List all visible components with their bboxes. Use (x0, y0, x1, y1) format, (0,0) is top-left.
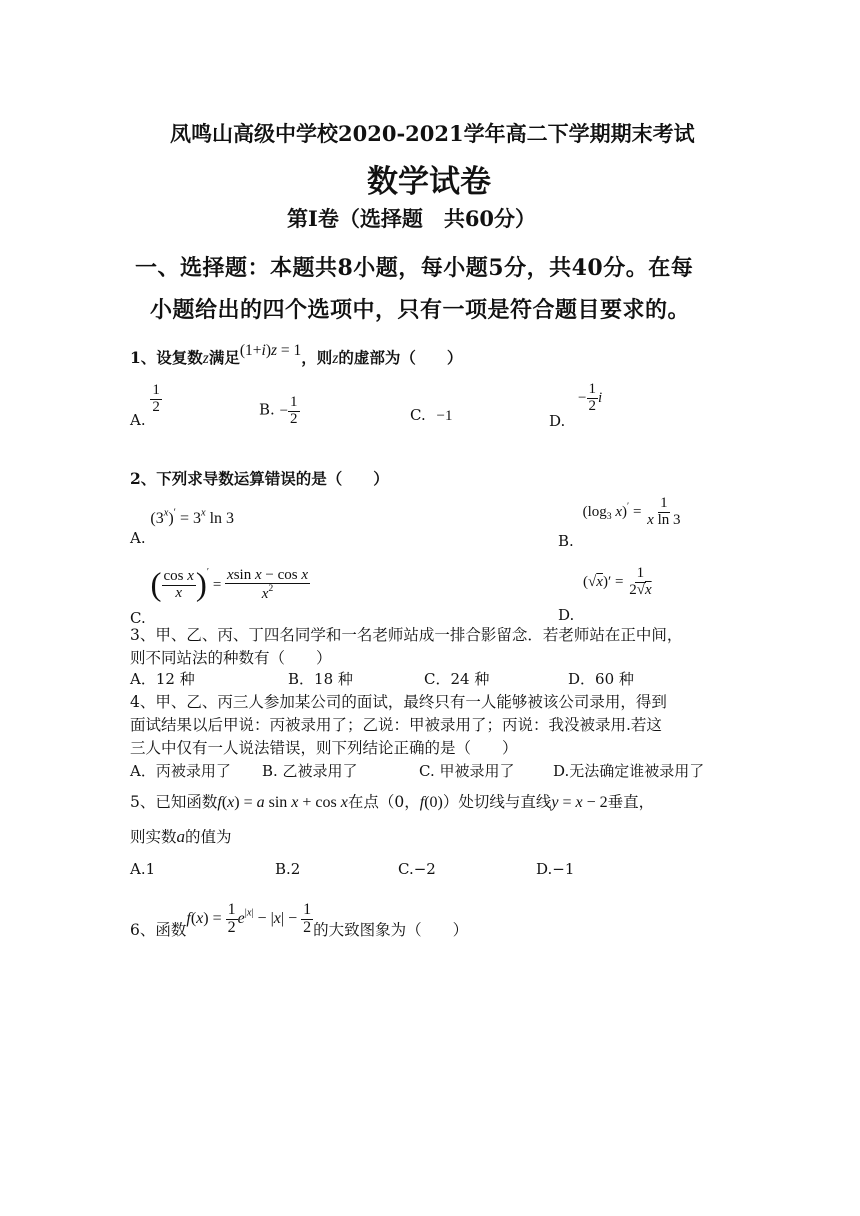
q5-f0: f(0) (419, 794, 443, 811)
q1-prefix: 1、设复数 (130, 348, 203, 367)
q1-option-b (259, 395, 300, 428)
q5-mid2: ）处切线与直线 (442, 793, 552, 811)
q1-mid: 满足 (208, 348, 240, 367)
q3-option-c: C．24 种 (424, 670, 490, 688)
question-4-line1: 4、甲、乙、丙三人参加某公司的面试，最终只有一人能够被该公司录用，得到 (130, 693, 667, 711)
q1-equation: (1+i)z = 1 (239, 342, 302, 359)
q2-option-c-value: ( $\frac{\text{cos x}}{x}$ )′ = $\frac{\text{xsin x − cos x}}{x^2}$ (150, 566, 309, 603)
question-1-stem (130, 342, 463, 368)
q5-line: y = x − 2 (551, 794, 608, 811)
q1-option-a (130, 382, 162, 430)
q1-option-a-label: A. (130, 411, 146, 430)
q1-option-d-value: − $\frac{1}{2}$ i (578, 381, 603, 414)
question-3-line2: 则不同站法的种数有（ ） (130, 649, 332, 667)
q2-option-d-value: (√x)′ = $\frac{1}{2√x}$ (583, 565, 652, 598)
question-5-line1 (130, 790, 654, 812)
q5-option-d: D.−1 (536, 860, 575, 878)
q2-option-b-label: B. (558, 531, 574, 550)
q6-suffix: 的大致图象为（ ） (313, 920, 469, 939)
q2-option-c (130, 566, 310, 627)
q1-option-b-label: B. (259, 400, 275, 419)
q4-option-d: D.无法确定谁被录用了 (553, 762, 705, 780)
q1-option-c (410, 406, 452, 425)
q5-function: f(x) = a sin x + cos x (217, 794, 348, 811)
q5-option-c: C.−2 (398, 860, 436, 878)
q3-option-b: B．18 种 (288, 670, 353, 688)
q1-option-b-value: − $\frac{1}{2}$ (279, 394, 298, 427)
q1-option-c-label: C. (410, 406, 426, 424)
question-4-line3: 三人中仅有一人说法错误，则下列结论正确的是（ ） (130, 739, 518, 757)
q5-option-b: B.2 (275, 860, 301, 878)
q5-line2-suffix: 的值为 (185, 828, 232, 846)
q6-function: f(x) = $\frac{1}{2}$ $e^{|x|} - |x|$ − $\frac{1}{2}$ (186, 901, 312, 936)
q2-option-a (130, 508, 235, 548)
q5-line2-prefix: 则实数 (130, 828, 177, 846)
q1-var-z2: z (332, 350, 339, 367)
question-2-stem: 2、下列求导数运算错误的是（ ） (130, 469, 389, 488)
q2-option-c-label: C. (130, 608, 146, 627)
exam-subject: 数学试卷 (367, 164, 491, 200)
q2-option-d (558, 565, 654, 624)
q4-option-b: B. 乙被录用了 (262, 762, 358, 780)
q2-option-a-label: A. (130, 529, 146, 548)
q2-option-b (558, 495, 683, 550)
q2-option-a-value: $(3^x)' = 3^x$ ln 3 (150, 508, 235, 528)
question-3-line1: 3、甲、乙、丙、丁四名同学和一名老师站成一排合影留念．若老师站在正中间， (130, 626, 683, 644)
question-4-line2: 面试结果以后甲说：丙被录用了；乙说：甲被录用了；丙说：我没被录用.若这 (130, 716, 662, 734)
question-5-line2 (130, 825, 232, 847)
q5-option-a: A.1 (130, 860, 156, 878)
part-heading: 第Ⅰ卷（选择题 共60分） (287, 206, 537, 231)
section-heading-line2: 小题给出的四个选项中，只有一项是符合题目要求的。 (150, 297, 691, 323)
q4-option-c: C. 甲被录用了 (419, 762, 515, 780)
q1-suffix: 的虚部为（ ） (338, 348, 463, 367)
q3-option-d: D．60 种 (568, 670, 634, 688)
q3-option-a: A．12 种 (130, 670, 195, 688)
exam-title: 凤鸣山高级中学校2020-2021学年高二下学期期末考试 (170, 121, 695, 146)
q1-mid2: ，则 (301, 348, 333, 367)
q1-option-d (549, 381, 603, 430)
q1-option-a-value: $\frac{1}{2}$ (152, 382, 160, 415)
q1-option-c-value: −1 (436, 408, 453, 424)
q4-option-a: A．丙被录用了 (130, 762, 231, 780)
q6-prefix: 6、函数 (130, 920, 187, 939)
q2-option-b-value: ($\log_3$ x)′ = $\frac{1}{\text{x ln 3}}$ (582, 495, 681, 528)
q2-option-d-label: D. (558, 605, 575, 624)
q1-var-z: z (202, 350, 209, 367)
q5-var-a: a (176, 827, 186, 846)
question-6-stem (130, 902, 468, 937)
q1-option-d-label: D. (549, 411, 566, 430)
section-heading-line1: 一、选择题：本题共8小题，每小题5分，共40分。在每 (135, 255, 694, 281)
q5-suffix: 垂直， (607, 793, 655, 811)
q5-prefix: 5、已知函数 (130, 793, 218, 811)
q5-mid1: 在点（0， (347, 793, 420, 811)
